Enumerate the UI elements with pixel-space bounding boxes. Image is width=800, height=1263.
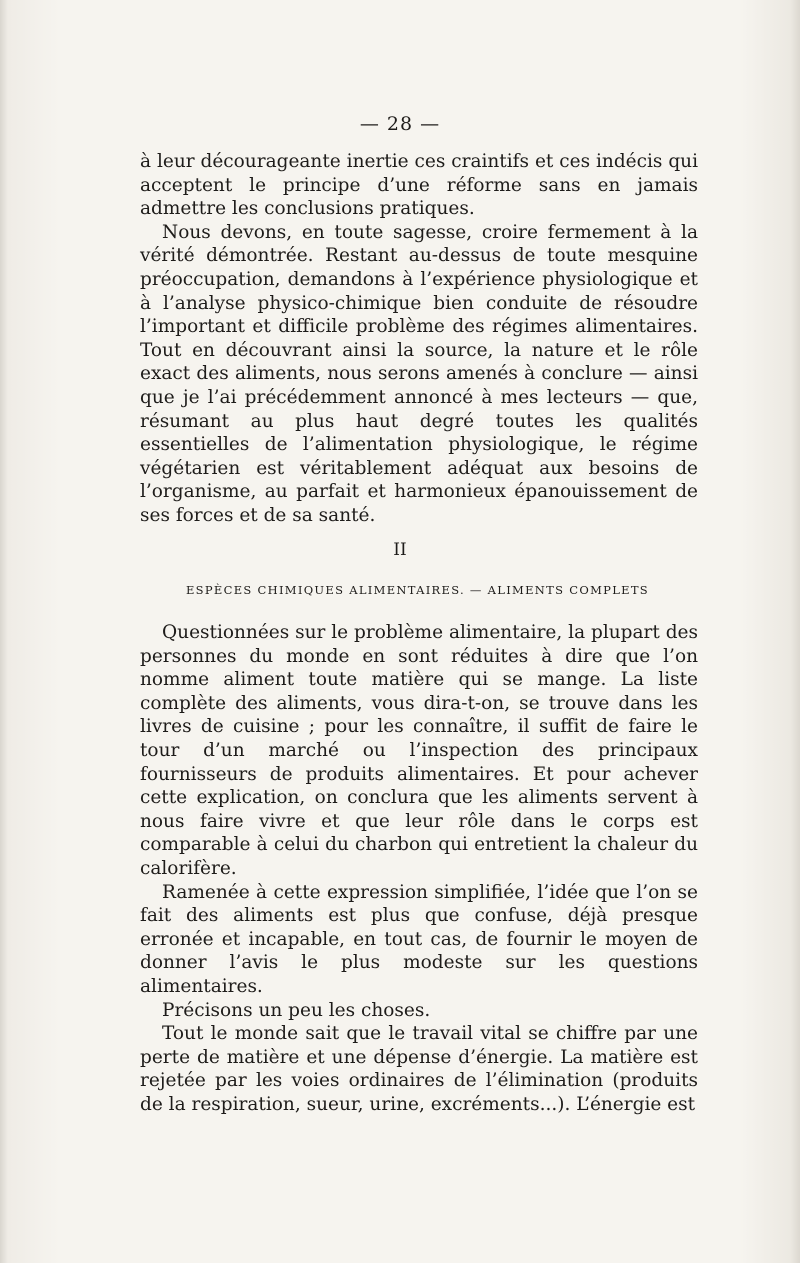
paragraph: Précisons un peu les choses. [162, 999, 431, 1021]
text-block-bottom [140, 621, 698, 1116]
section-title: ESPÈCES CHIMIQUES ALIMENTAIRES. — ALIMENTS COMPLETS [185, 583, 649, 597]
paragraph: Nous devons, en toute sagesse, croire fermement à la vérité démontrée. Restant au-dessus de toute mesquine préoccupation, demandons à l’expérience physiologique et à l’analyse physico-chimique bien conduite de résoudre l’important et difficile problème des régimes alimentaires. Tout en découvrant ainsi la source, la nature et le rôle exact des aliments, nous serons amenés à conclure — ainsi que je l’ai précédemment annoncé à mes lecteurs — que, résumant au plus haut degré toutes les qualités essentielles de l’alimentation physiologique, le régime végétarien est véritablement adéquat aux besoins de l’organisme, au parfait et harmonieux épanouissement de ses forces et de sa santé. [140, 221, 698, 526]
page-number: — 28 — [359, 113, 441, 135]
section-numeral: II [393, 540, 407, 560]
paragraph: Ramenée à cette expression simplifiée, l’idée que l’on se fait des aliments est plus que confuse, déjà presque erronée et incapable, en tout cas, de fournir le moyen de donner l’avis le plus modeste sur les questions alimentaires. [140, 881, 698, 997]
text-block-top [140, 150, 698, 528]
paragraph-continuation: à leur décourageante inertie ces craintifs et ces indécis qui acceptent le principe d’une réforme sans en jamais admettre les conclusions pratiques. [140, 151, 698, 220]
paragraph: Tout le monde sait que le travail vital se chiffre par une perte de matière et une dépense d’énergie. La matière est rejetée par les voies ordinaires de l’élimination (produits de la respiration, sueur, urine, excréments...). L’énergie est [140, 1023, 698, 1115]
paragraph: Questionnées sur le problème alimentaire, la plupart des personnes du monde en sont réduites à dire que l’on nomme aliment toute matière qui se mange. La liste complète des aliments, vous dira-t-on, se trouve dans les livres de cuisine ; pour les connaître, il suffit de faire le tour d’un marché ou l’inspection des principaux fournisseurs de produits alimentaires. Et pour achever cette explication, on conclura que les aliments servent à nous faire vivre et que leur rôle dans le corps est comparable à celui du charbon qui entretient la chaleur du calorifère. [140, 622, 698, 879]
